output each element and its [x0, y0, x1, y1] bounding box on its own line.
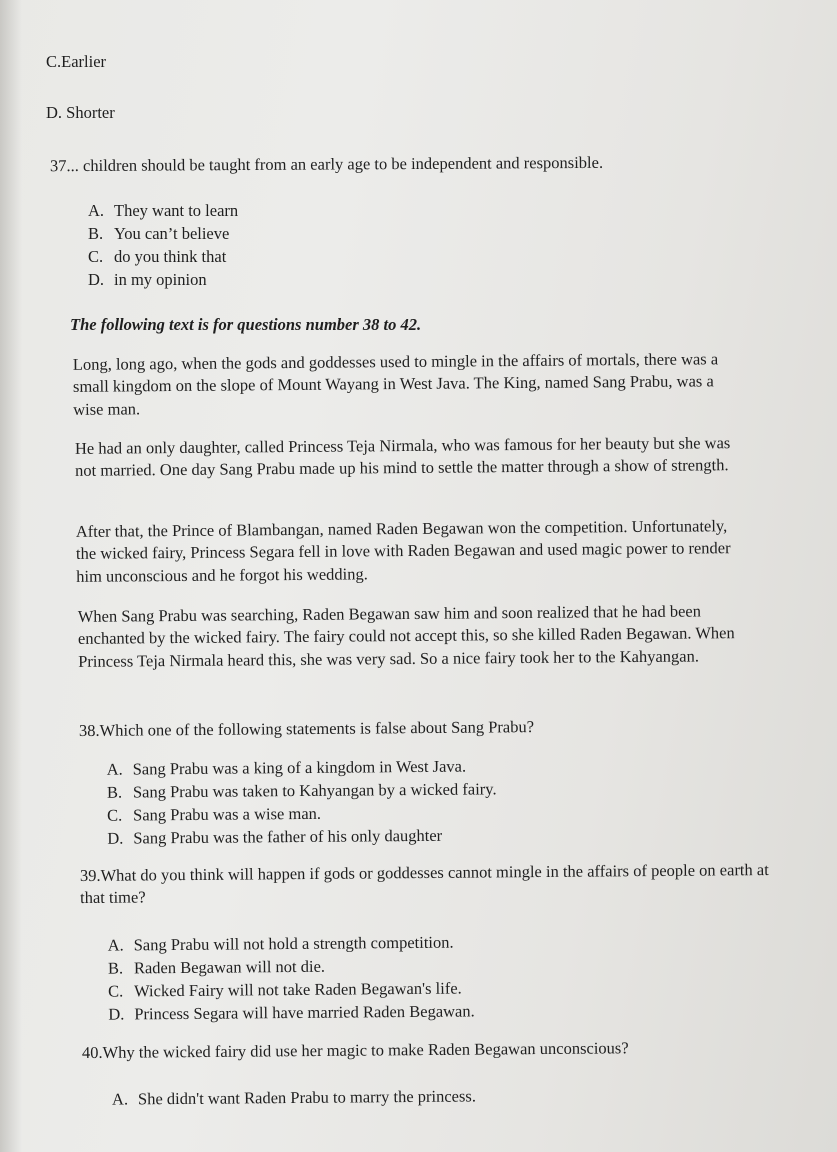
option-a [107, 755, 497, 781]
option-c [107, 801, 497, 827]
option-c [88, 246, 238, 269]
option-text: You can’t believe [114, 224, 230, 243]
question-37-options [88, 200, 238, 292]
question-37 [50, 151, 770, 178]
option-text: Wicked Fairy will not take Raden Begawan's life. [134, 978, 462, 1001]
question-text: Which one of the following statements is false about Sang Prabu? [99, 717, 535, 740]
passage-paragraph-3: After that, the Prince of Blambangan, named Raden Begawan won the competition. Unfortunately, the wicked fairy, Princess Segara fell in love with Raden Begawan and used magic power to render him unconscious and he forgot his wedding. [75, 516, 731, 586]
option-d [108, 1000, 475, 1026]
question-39 [80, 859, 770, 910]
option-letter: C. [46, 52, 62, 71]
option-a [108, 931, 475, 957]
option-letter: D. [107, 828, 124, 848]
section-heading: The following text is for questions number 38 to 42. [70, 315, 422, 334]
question-number: 40. [81, 1042, 103, 1063]
carryover-option-d [46, 102, 115, 124]
option-b [108, 954, 475, 980]
option-letter: A. [107, 935, 124, 955]
option-letter: B. [106, 782, 123, 802]
question-number: 38. [78, 720, 100, 741]
question-number: 39. [79, 865, 101, 886]
option-text: do you think that [114, 247, 227, 266]
option-letter: B. [88, 224, 104, 243]
question-39-options [108, 931, 475, 1026]
option-a [112, 1085, 476, 1111]
page-edge-shadow [0, 0, 22, 1152]
option-d [88, 269, 238, 292]
option-letter: D. [108, 1004, 125, 1024]
question-38-options [107, 755, 497, 850]
option-letter: C. [88, 247, 104, 266]
option-text: Sang Prabu was a king of a kingdom in West Java. [132, 756, 467, 779]
option-d [107, 824, 497, 850]
option-letter: B. [107, 958, 124, 978]
option-letter: C. [107, 805, 123, 825]
option-text: She didn't want Raden Prabu to marry the princess. [137, 1086, 477, 1109]
question-40 [82, 1036, 782, 1064]
option-c [108, 977, 475, 1003]
question-38 [79, 714, 779, 742]
question-text: children should be taught from an early age to be independent and responsible. [82, 152, 604, 175]
option-text: Princess Segara will have married Raden Begawan. [134, 1001, 475, 1024]
question-text: What do you think will happen if gods or goddesses cannot mingle in the affairs of people on earth at that time? [80, 860, 769, 908]
option-text: Shorter [66, 103, 115, 122]
option-text: Raden Begawan will not die. [133, 956, 326, 978]
option-text: Sang Prabu was a wise man. [133, 803, 322, 825]
passage-paragraph-4: When Sang Prabu was searching, Raden Begawan saw him and soon realized that he had been enchanted by the wicked fairy. The fairy could not accept this, so she killed Raden Begawan. When Princess Teja Nirmala heard this, she was very sad. So a nice fairy took her to the Kahyangan. [77, 601, 735, 671]
carryover-option-c [46, 51, 106, 73]
option-text: Earlier [61, 52, 107, 71]
option-letter: C. [108, 981, 124, 1001]
option-text: in my opinion [114, 270, 207, 289]
option-letter: A. [88, 201, 105, 220]
question-40-options [112, 1085, 476, 1111]
option-letter: A. [111, 1089, 129, 1109]
option-a [88, 200, 238, 223]
question-number: 37... [49, 156, 79, 176]
option-text: They want to learn [114, 201, 239, 220]
passage-paragraph-1: Long, long ago, when the gods and goddesses used to mingle in the affairs of mortals, there was a small kingdom on the slope of Mount Wayang in West Java. The King, named Sang Prabu, was a wise man. [72, 349, 719, 419]
option-text: Sang Prabu was the father of his only daughter [133, 825, 443, 848]
option-b [107, 778, 497, 804]
passage-paragraph-2: He had an only daughter, called Princess Teja Nirmala, who was famous for her beauty but she was not married. One day Sang Prabu made up his mind to settle the matter through a show of strength. [74, 433, 731, 481]
option-b [88, 223, 238, 246]
question-text: Why the wicked fairy did use her magic to make Raden Begawan unconscious? [102, 1038, 629, 1062]
option-letter: D. [46, 103, 63, 122]
option-text: Sang Prabu will not hold a strength competition. [133, 932, 454, 955]
option-letter: D. [88, 270, 105, 289]
option-letter: A. [106, 759, 123, 779]
option-text: Sang Prabu was taken to Kahyangan by a wicked fairy. [132, 779, 497, 802]
